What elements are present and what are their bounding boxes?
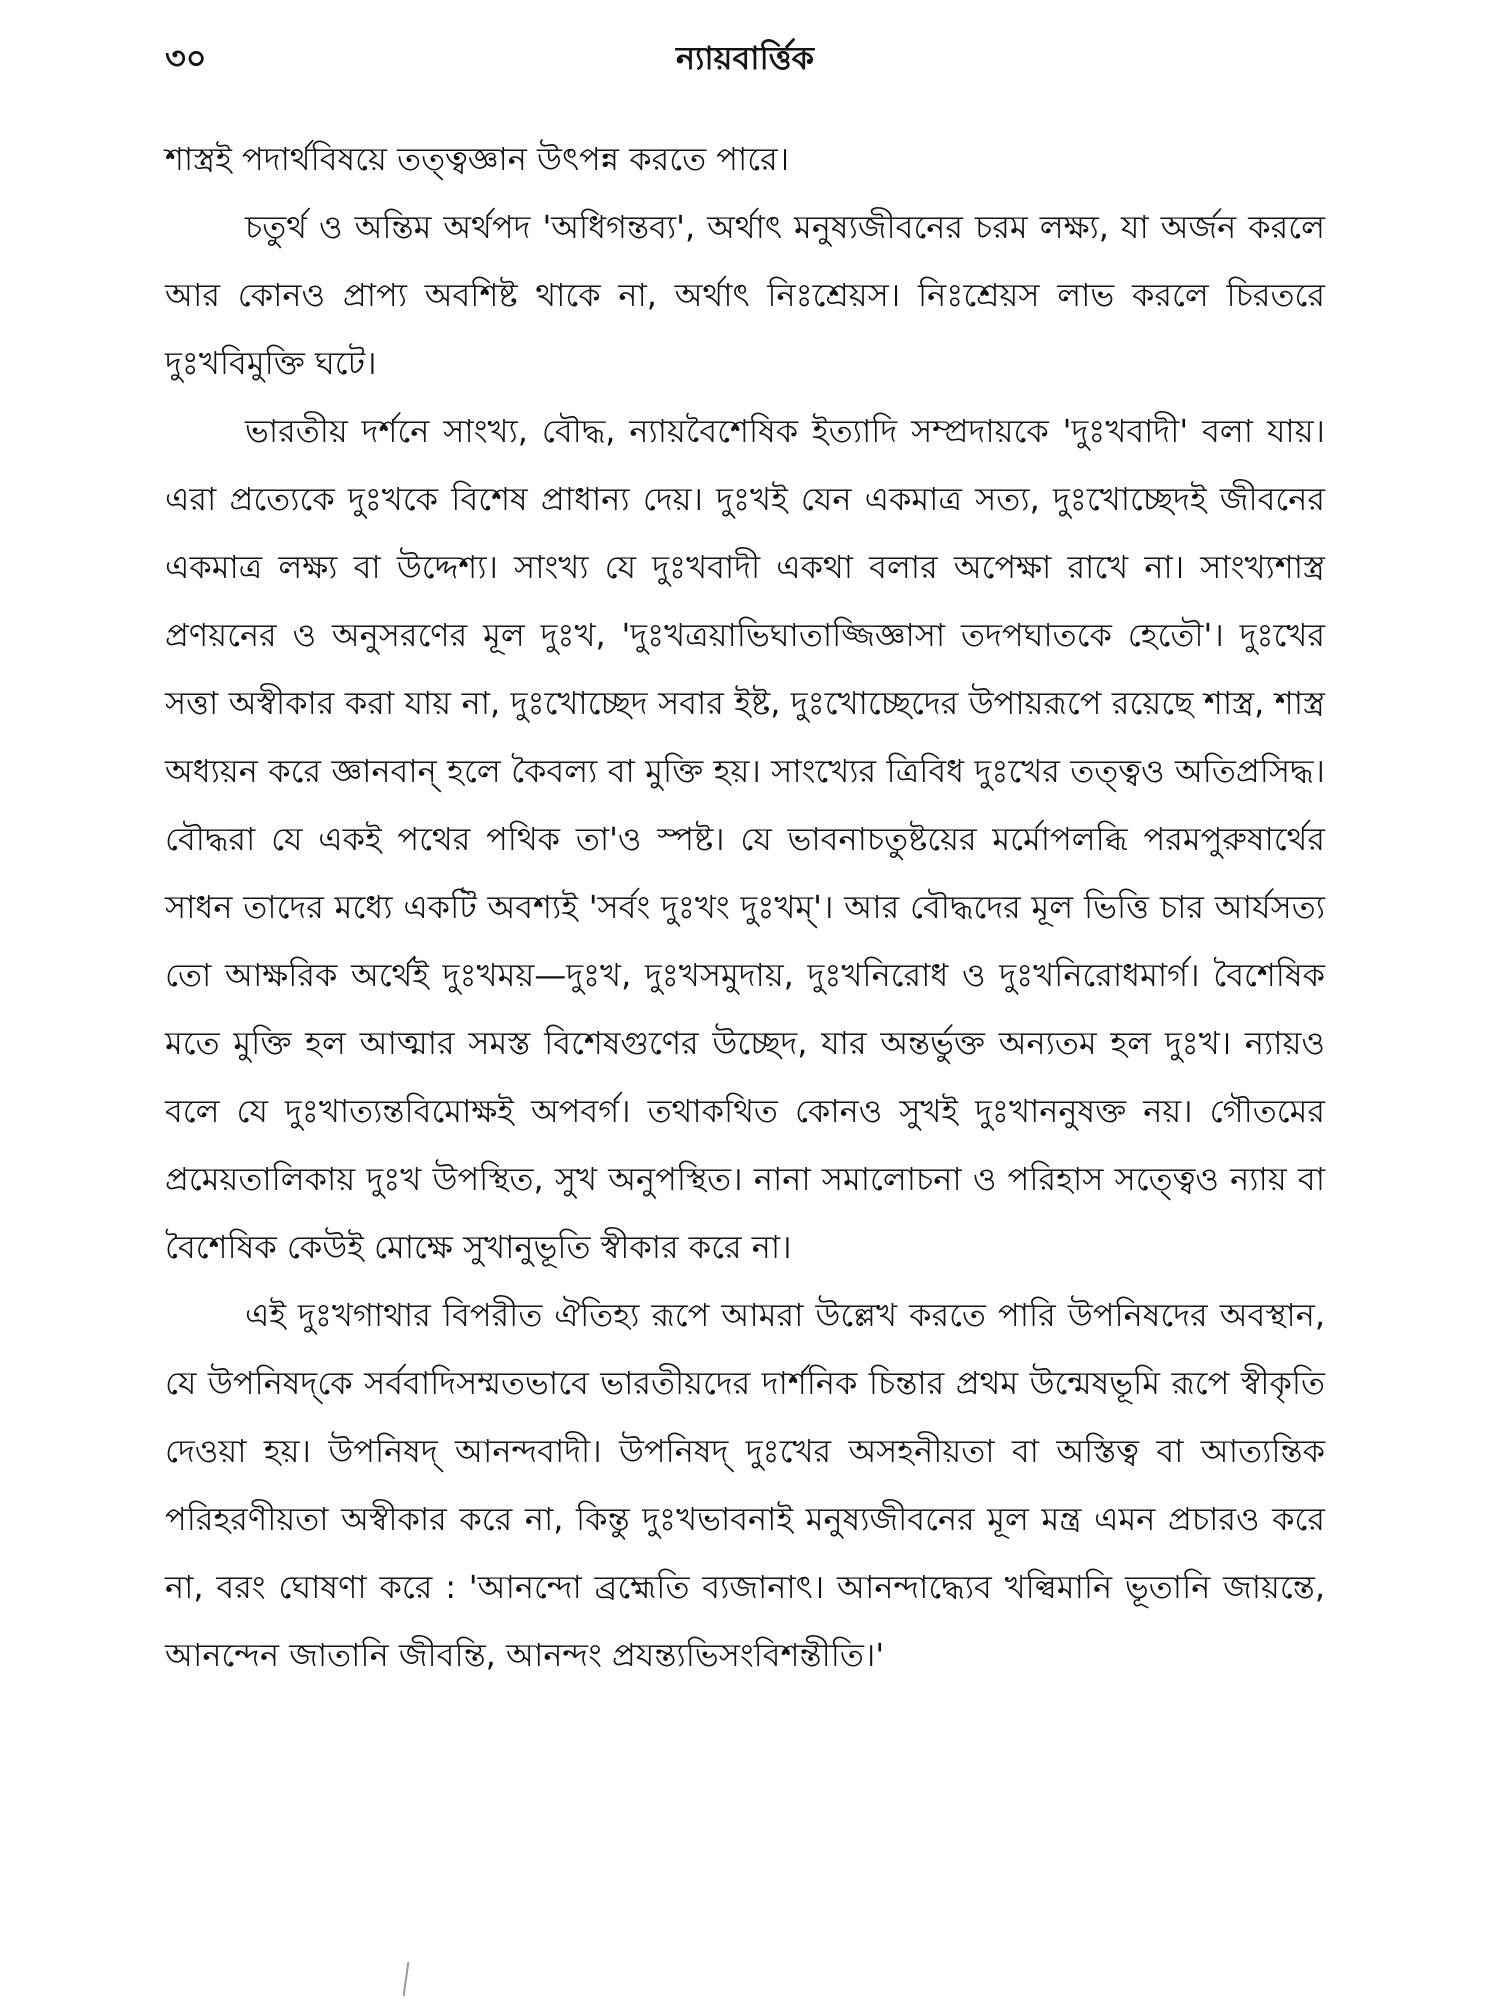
page-header (165, 28, 1325, 88)
running-title: ন্যায়বার্ত্তিক (675, 39, 815, 77)
paragraph-continuation: শাস্ত্রই পদার্থবিষয়ে তত্ত্বজ্ঞান উৎপন্ন করতে পারে। (165, 140, 790, 178)
paragraph: এই দুঃখগাথার বিপরীত ঐতিহ্য রূপে আমরা উল্লেখ করতে পারি উপনিষদের অবস্থান, যে উপনিষদ্‌কে সর্ববাদিসম্মতভাবে ভারতীয়দের দার্শনিক চিন্তার প্রথম উন্মেষভূমি রূপে স্বীকৃতি দেওয়া হয়। উপনিষদ্ আনন্দবাদী। উপনিষদ্ দুঃখের অসহনীয়তা বা অস্তিত্ব বা আত্যন্তিক পরিহরণীয়তা অস্বীকার করে না, কিন্তু দুঃখভাবনাই মনুষ্যজীবনের মূল মন্ত্র এমন প্রচারও করে না, বরং ঘোষণা করে : 'আনন্দো ব্রহ্মেতি ব্যজানাৎ। আনন্দাদ্ধ্যেব খল্বিমানি ভূতানি জায়ন্তে, আনন্দেন জাতানি জীবন্তি, আনন্দং প্রযন্ত্যভিসংবিশন্তীতি।' (165, 1296, 1325, 1674)
pencil-mark (403, 1962, 410, 1996)
paragraph: ভারতীয় দর্শনে সাংখ্য, বৌদ্ধ, ন্যায়বৈশেষিক ইত্যাদি সম্প্রদায়কে 'দুঃখবাদী' বলা যায়। এরা প্রত্যেকে দুঃখকে বিশেষ প্রাধান্য দেয়। দুঃখই যেন একমাত্র সত্য, দুঃখোচ্ছেদই জীবনের একমাত্র লক্ষ্য বা উদ্দেশ্য। সাংখ্য যে দুঃখবাদী একথা বলার অপেক্ষা রাখে না। সাংখ্যশাস্ত্র প্রণয়নের ও অনুসরণের মূল দুঃখ, 'দুঃখত্রয়াভিঘাতাজ্জিজ্ঞাসা তদপঘাতকে হেতৌ'। দুঃখের সত্তা অস্বীকার করা যায় না, দুঃখোচ্ছেদ সবার ইষ্ট, দুঃখোচ্ছেদের উপায়রূপে রয়েছে শাস্ত্র, শাস্ত্র অধ্যয়ন করে জ্ঞানবান্ হলে কৈবল্য বা মুক্তি হয়। সাংখ্যের ত্রিবিধ দুঃখের তত্ত্বও অতিপ্রসিদ্ধ। বৌদ্ধরা যে একই পথের পথিক তা'ও স্পষ্ট। যে ভাবনাচতুষ্টয়ের মর্মোপলব্ধি পরমপুরুষার্থের সাধন তাদের মধ্যে একটি অবশ্যই 'সর্বং দুঃখং দুঃখম্'। আর বৌদ্ধদের মূল ভিত্তি চার আর্যসত্য তো আক্ষরিক অর্থেই দুঃখময়—দুঃখ, দুঃখসমুদায়, দুঃখনিরোধ ও দুঃখনিরোধমার্গ। বৈশেষিক মতে মুক্তি হল আত্মার সমস্ত বিশেষগুণের উচ্ছেদ, যার অন্তর্ভুক্ত অন্যতম হল দুঃখ। ন্যায়ও বলে যে দুঃখাত্যন্তবিমোক্ষই অপবর্গ। তথাকথিত কোনও সুখই দুঃখাননুষক্ত নয়। গৌতমের প্রমেয়তালিকায় দুঃখ উপস্থিত, সুখ অনুপস্থিত। নানা সমালোচনা ও পরিহাস সত্ত্বেও ন্যায় বা বৈশেষিক কেউই মোক্ষে সুখানুভূতি স্বীকার করে না। (165, 412, 1325, 1266)
body-text (165, 125, 1325, 1689)
page-number: ৩০ (165, 39, 207, 77)
paragraph: চতুর্থ ও অন্তিম অর্থপদ 'অধিগন্তব্য', অর্থাৎ মনুষ্যজীবনের চরম লক্ষ্য, যা অর্জন করলে আর কোনও প্রাপ্য অবশিষ্ট থাকে না, অর্থাৎ নিঃশ্রেয়স। নিঃশ্রেয়স লাভ করলে চিরতরে দুঃখবিমুক্তি ঘটে। (165, 208, 1325, 382)
